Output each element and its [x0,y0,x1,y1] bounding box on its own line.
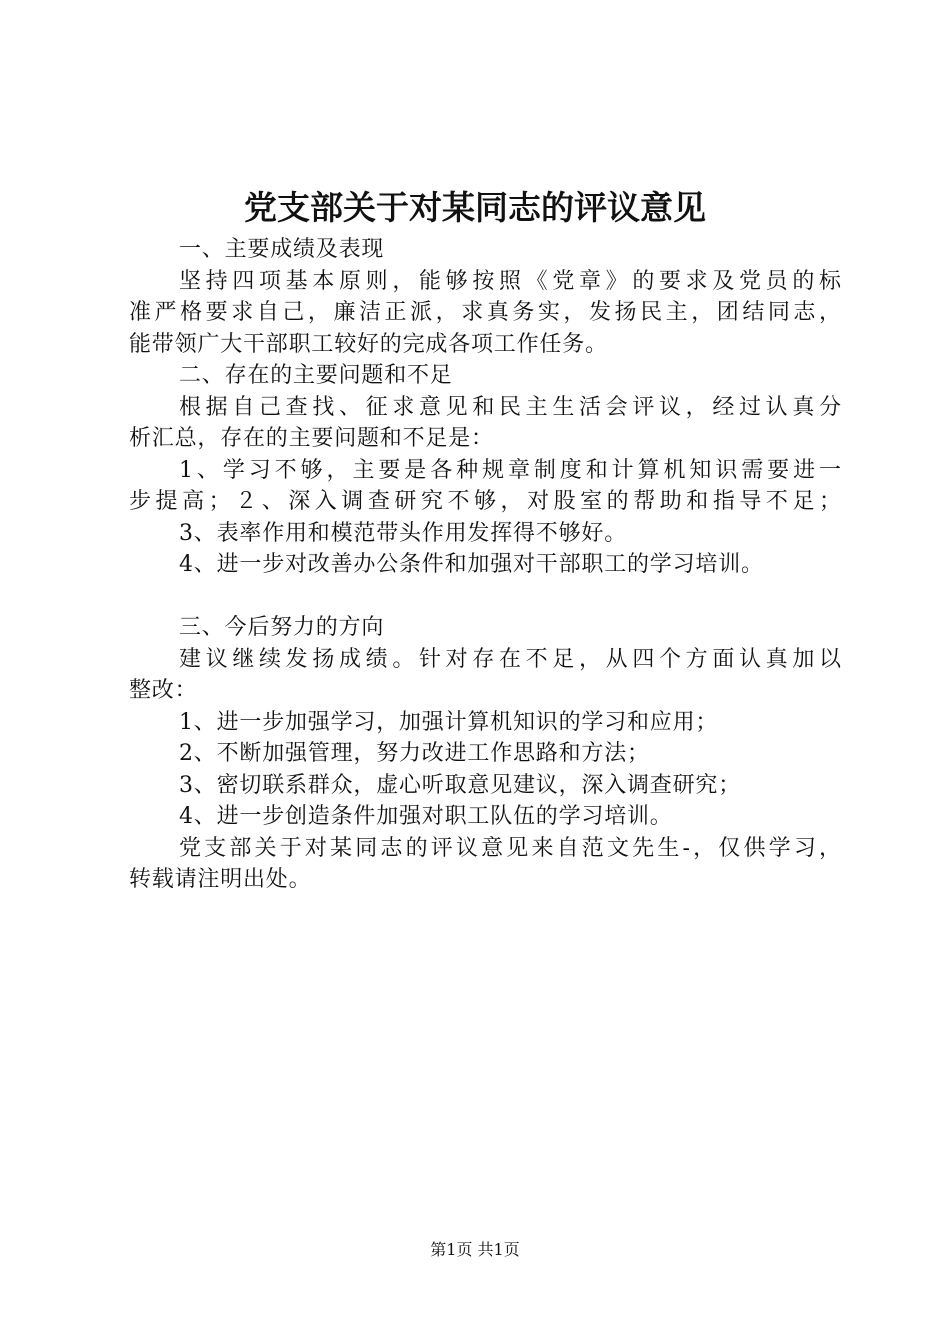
paragraph-line: 建议继续发扬成绩。针对存在不足，从四个方面认真加以 [179,646,841,672]
source-note-line: 转载请注明出处。 [129,867,312,892]
paragraph-line: 3、表率作用和模范带头作用发挥得不够好。 [179,520,627,546]
paragraph-line: 析汇总，存在的主要问题和不足是： [129,426,494,451]
paragraph-line: 准严格要求自己，廉洁正派，求真务实，发扬民主，团结同志， [129,300,841,325]
paragraph-line: 步提高；２、深入调查研究不够，对股室的帮助和指导不足； [129,489,841,514]
paragraph-line: 整改： [129,678,198,703]
section-heading: 一、主要成绩及表现 [179,237,385,262]
section-heading: 二、存在的主要问题和不足 [179,363,453,388]
list-item: 3、密切联系群众，虚心听取意见建议，深入调查研究； [179,772,741,798]
paragraph-line: 能带领广大干部职工较好的完成各项工作任务。 [129,331,608,357]
list-item: 4、进一步创造条件加强对职工队伍的学习培训。 [179,804,673,829]
paragraph-line: 根据自己查找、征求意见和民主生活会评议，经过认真分 [179,394,841,420]
blank-line [129,581,841,613]
document-title: 党支部关于对某同志的评议意见 [244,188,706,227]
section-heading: 三、今后努力的方向 [179,615,385,640]
paragraph-line: 坚持四项基本原则，能够按照《党章》的要求及党员的标 [179,268,841,294]
list-item: 2、不断加强管理，努力改进工作思路和方法； [179,741,650,766]
document-body [129,234,841,896]
page-footer: 第1页 共1页 [430,1240,520,1259]
paragraph-line: 1、学习不够，主要是各种规章制度和计算机知识需要进一 [179,457,841,483]
source-note-line: 党支部关于对某同志的评议意见来自范文先生-，仅供学习， [179,835,841,861]
paragraph-line: 4、进一步对改善办公条件和加强对干部职工的学习培训。 [179,552,764,577]
list-item: 1、进一步加强学习，加强计算机知识的学习和应用； [179,709,719,735]
